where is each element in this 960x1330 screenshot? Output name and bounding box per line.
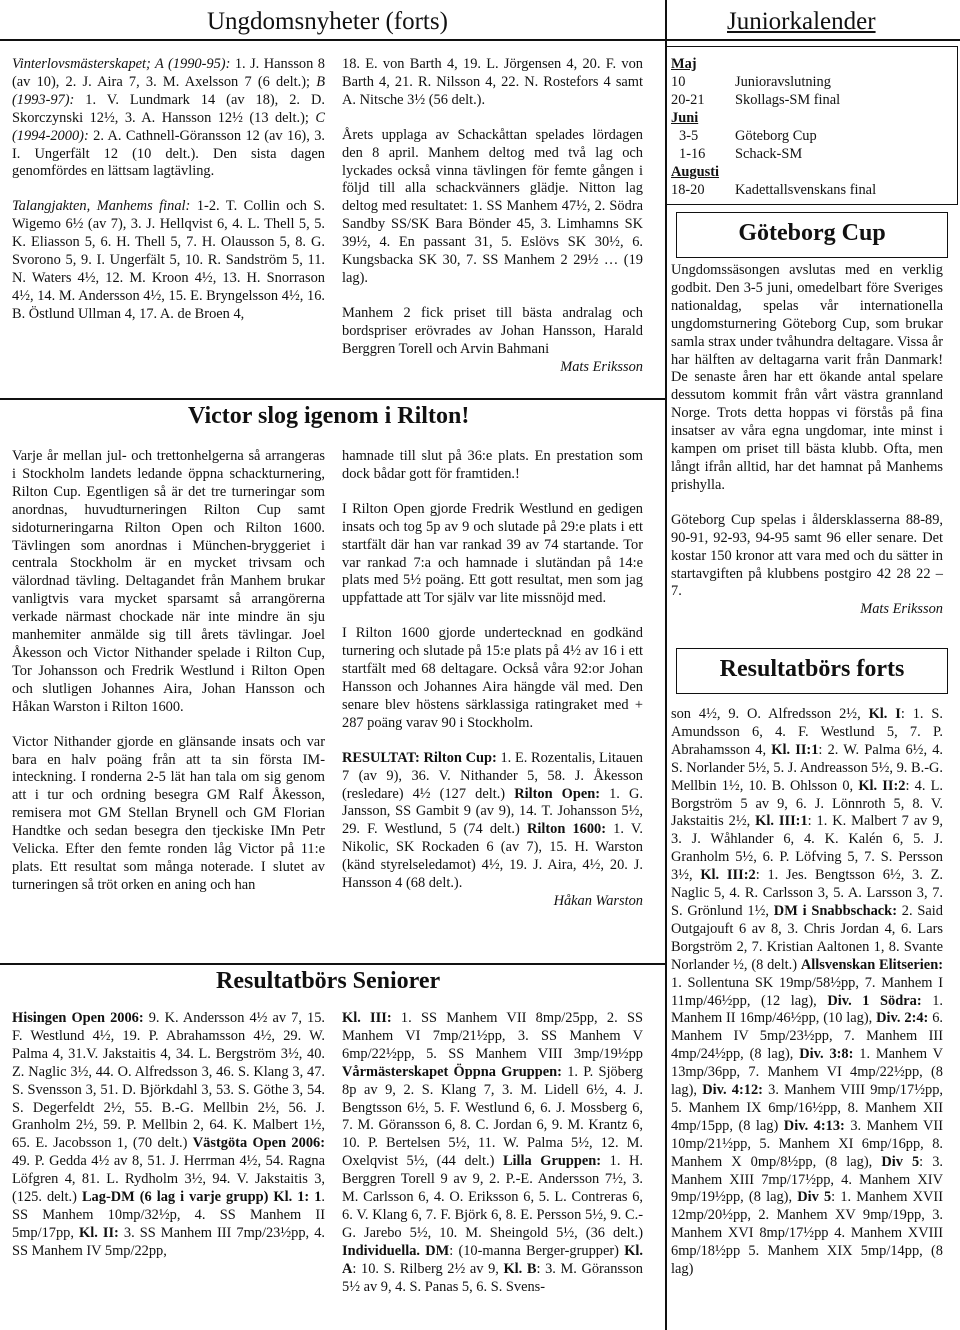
vinterlov-heading: Vinterlovsmästerskapet; A (1990-95):	[12, 56, 231, 72]
talangjakten-heading: Talangjakten, Manhems final:	[12, 198, 191, 215]
hisingen-heading: Hisingen Open 2006:	[12, 1010, 144, 1026]
victor-paragraph-3: hamnade till slut på 36:e plats. En prestation som dock bådar gott för framtiden.!	[342, 448, 643, 482]
victor-paragraph-4: I Rilton Open gjorde Fredrik Westlund en gedigen insats och tog 5p av 9 och slutade på 29:e plats i ett startfält där han var rankad 39 av 74 startande. Tor var rankad 7:a och hamnade i slutändan på 14:e plats med 5½ poäng. Ett gott resultat, men som jag uppfattade att Tor själv var lite missnöjd med.	[342, 500, 643, 607]
forts-text: son 4½, 9. O. Alfredsson 2½, Kl. I: 1. S. Amundsson 6, 4. F. Westlund 5, 7. P. Abrahamsson 4, Kl. II:1: 2. W. Palma 6½, 4. S. Norlander 5½, 5. J. Andreasson 5½, 9. B.-G. Mellbin 1½, 10. B. Ohlsson 0, Kl. II:2: 4. L. Borgström 5 av 9, 6. J. Lönnroth 5, 8. V. Jakstaitis 2½, Kl. III:1: 1. K. Malbert 7 av 9, 3. J. Wåhlander 6, 4. K. Kalén 6, 5. J. Granholm 5½, 6. P. Löfving 5, 7. S. Persson 3½, Kl. III:2: 1. Jes. Bengtsson 6½, 3. Z. Naglic 5, 4. R. Carlsson 3, 5. A. Larsson 3, 7. S. Grönlund 1½, DM i Snabbschack: 2. Said Outgajouft 6 av 8, 3. Chris Jordan 4, 6. Lars Borgström 2, 7. Kristian Aaltonen 1, 8. Svante Norlander ½, (8 delt.) Allsvenskan Elitserien: 1. Sollentuna SK 19mp/58½pp, 7. Manhem I 11mp/46½pp, (12 lag), Div. 1 Södra: 1. Manhem II 16mp/46½pp, (10 lag), Div. 2:4: 6. Manhem IV 5mp/23½pp, 7. Manhem III 4mp/24½pp, (8 lag), Div. 3:8: 1. Manhem V 13mp/36pp, 7. Manhem VI 4mp/22½pp, (8 lag), Div. 4:12: 3. Manhem VIII 9mp/17½pp, 5. Manhem IX 6mp/16½pp, 8. Manhem XII 4mp/15pp, (8 lag) Div. 4:13: 3. Manhem VII 10mp/21½pp, 5. Manhem XI 6mp/16pp, 8. Manhem X 0mp/8½pp, (8 lag), Div 5: 3. Manhem XIII 7mp/17½pp, 4. Manhem XIV 9mp/19½pp, (8 lag), Div 5: 1. Manhem XVII 12mp/20½pp, 2. Manhem XV 9mp/19pp, 3. Manhem XVI 8mp/17½pp 4. Manhem XVIII 6mp/18½pp 5. Manhem XIX 5mp/14pp, (8 lag)	[671, 706, 944, 1278]
vinterlov-b-text: 1. V. Lundmark 14 (av 18), 2. D. Skorczynski 12½, 3. A. Hansson 12½ (13 delt.);	[12, 91, 325, 126]
forts-title: Resultatbörs forts	[719, 656, 905, 682]
calendar-date: 20-21	[671, 92, 705, 108]
goteborg-title: Göteborg Cup	[738, 220, 886, 246]
calendar-row	[671, 127, 956, 145]
vinterlov-c-label: C (1994-2000):	[12, 109, 325, 144]
calendar-row	[671, 145, 956, 163]
talangjakten-text: 1-2. T. Collin och S. Wigemo 6½ (av 7), 3. J. Hellqvist 6, 4. L. Thell 5, 5. K. Eliasson 5, 6. H. Thell 5, 7. H. Olausson 5, 8. G. Svorono 5, 9. I. Ungerfält 5, 10. R. Sandström 5, 11. N. Waters 4½, 12. M. Kroon 4½, 13. H. Snorrason 4½, 14. M. Andersson 4½, 15. E. Bryngelsson 4½, 16. B. Östlund Ullman 4, 17. A. de Broen 4,	[12, 198, 325, 322]
vastgota-heading: Västgöta Open 2006:	[192, 1135, 325, 1152]
calendar-event: Göteborg Cup	[735, 128, 817, 144]
individuella-dm-heading: Individuella. DM	[342, 1242, 450, 1259]
lagdm-heading: Lag-DM (6 lag i varje grupp) Kl. 1:	[81, 1189, 310, 1206]
goteborg-article	[671, 262, 943, 619]
bordspriser-paragraph: Manhem 2 fick priset till bästa andralag och bordspriser erövrades av Johan Hansson, Harald Berggren Torell och Arvin Bahmani	[342, 304, 643, 357]
goteborg-paragraph-1: Ungdomssäsongen avslutas med en verklig godbit. Den 3-5 juni, omedelbart före Sveriges nationaldag, spelas vår internationella ungdomsturnering Göteborg Cup, som brukar samla strax under tvåhundra deltagare. Vissa år har hälften av deltagarna varit från Danmark! De senaste åren har ett ökande antal spelare dessutom kommit från vårt västra grannland Norge. Trots detta hoppas vi förstås på fina insatser av våra egna ungdomar, inte minst i kampen om priset till bästa klubb. Ofta, men långt ifrån alltid, har det hamnat på Manhems prishylla.	[671, 262, 943, 493]
victor-mid	[342, 448, 643, 911]
vinterlov-c-text: 2. A. Cathnell-Göransson 12 (av 16), 3. I. Ungerfält 12 (10 delt.). Den sista dagen genomfördes en lättsam lagtävling.	[12, 127, 325, 180]
schackattan-paragraph: Årets upplaga av Schackåttan spelades lördagen den 8 april. Manhem deltog med två lag och lyckades också vinna tävlingen för femte gången i följd till alla schackvänners glädje. Nitton lag deltog med resultatet: 1. SS Manhem 47½, 2. Södra Sandby SS/SK Bara Bönder 45, 3. Limhamns SK 39½, 4. En passant 31, 5. Eslövs SK 30½, 6. Kungsbacka SK 30, 7. SS Manhem 2 29½ … (19 lag).	[342, 126, 643, 286]
victor-paragraph-2: Victor Nithander gjorde en glänsande insats och var bara en halv poäng från att ta sin första IM-inteckning. I ronderna 2-5 lät han tala om sig genom att i tur och ordning besegra GM Ralf Åkesson, remisera mot GM Stellan Brynell och GM Florian Handtke och sedan besegra den tjeckiske IMn Petr Velicka. Efter den femte ronden låg Victor på 11:e plats. Ett resultat som många noterade. I slutet av turneringen så tröt orken en aning och han	[12, 733, 325, 893]
calendar-event: Junioravslutning	[735, 74, 831, 90]
calendar-date: 10	[671, 74, 686, 90]
victor-title: Victor slog igenom i Rilton!	[188, 403, 470, 429]
talangjakten-continued: 18. E. von Barth 4, 19. L. Jörgensen 4, 20. F. von Barth 4, 21. R. Nilsson 4, 22. N. Rostefors 4 samt A. Nitsche 3½ (56 delt.).	[342, 56, 643, 108]
intro-left	[12, 56, 325, 324]
goteborg-paragraph-2: Göteborg Cup spelas i åldersklasserna 88-89, 90-91, 92-93, 94-95 samt 96 eller senare. Det kostar 150 kronor att vara med och du sätter in startavgiften på klubbens postgiro 42 28 22 – 7.	[671, 511, 943, 600]
calendar-date: 18-20	[671, 182, 705, 198]
seniorer-title: Resultatbörs Seniorer	[216, 968, 441, 994]
intro-mid	[342, 56, 643, 377]
month-maj: Maj	[671, 56, 697, 72]
signature-mats-1: Mats Eriksson	[560, 358, 643, 375]
vinterlov-a-text: 1. J. Hansson 8 (av 10), 2. J. Aira 7, 3. M. Axelsson 7 (6 delt.);	[12, 56, 325, 90]
calendar-event: Schack-SM	[735, 146, 803, 162]
victor-left	[12, 448, 325, 895]
calendar-row	[671, 73, 956, 91]
top-rule	[0, 39, 960, 41]
varmasterskapet-heading: Vårmästerskapet Öppna Gruppen:	[342, 1063, 562, 1080]
victor-paragraph-1: Varje år mellan jul- och trettonhelgerna så arrangeras i Stockholm landets ledande öppna schackturnering, Rilton Cup. Egentligen så är det tre turneringar som anordnas, huvudturneringen Rilton Cup samt sidoturneringarna Rilton Open och Rilton 1600. Tävlingen som anordnas i München-bryggeriet i centrala Stockholm är en mycket trivsam och välordnad tävling. Deltagandet från Manhem brukar vanligtvis vara mycket sparsamt så arrangörerna verkade närmast chockade när inte mindre än sju manhemiter anmälde sig till årets tävlingar. Joel Åkesson och Victor Nithander spelade i Rilton Cup, Tor Johansson och Fredrik Westlund i Rilton Open och slutligen Johannes Aira, Johan Hansson och Håkan Warston i Rilton 1600.	[12, 448, 325, 715]
calendar-event: Kadettallsvenskans final	[735, 182, 877, 198]
month-juni: Juni	[671, 110, 699, 126]
seniorer-mid: Kl. III: 1. SS Manhem VII 8mp/25pp, 2. SS Manhem VI 7mp/21½pp, 3. SS Manhem V 6mp/22½pp, 5. SS Manhem VIII 3mp/19½pp Vårmästerskapet Öppna Gruppen: 1. P. Sjöberg 8p av 9, 2. S. Klang 7, 3. M. Lidell 6½, 4. J. Bengtsson 6½, 5. F. Westlund 6, 6. J. Mossberg 6, 7. M. Göransson 6, 8. C. Jordan 6, 9. M. Krantz 6, 10. P. Bertelsen 5½, 11. W. Palma 5½, 12. M. Oxelqvist 5½, (44 delt.) Lilla Gruppen: 1. H. Berggren Torell 9 av 9, 2. P.-E. Andersson 7½, 3. M. Carlsson 6, 4. O. Eriksson 6, 5. L. Contreras 6, 6. V. Klang 6, 7. F. Björk 6, 8. E. Persson 5½, 9. C.-G. Jarebo 5½, 10. M. Sheingold 5½, (36 delt.) Individuella. DM: (10-manna Berger-grupper) Kl. A: 10. S. Rilberg 2½ av 9, Kl. B: 3. M. Göransson 5½ av 9, 4. S. Panas 5, 6. S. Svens-	[342, 1010, 644, 1295]
victor-paragraph-5: I Rilton 1600 gjorde undertecknad en godkänd turnering och slutade på 15:e plats på 4½ av 16 i ett startfält med 68 deltagare. Också våra 92:or Johan Hansson och Johannes Aira hängde väl med. Den senare blev höstens särklassiga ratingraket med + 287 poäng varav 90 i Stockholm.	[342, 625, 643, 731]
seniorer-left: Hisingen Open 2006: 9. K. Andersson 4½ av 7, 15. F. Westlund 4½, 19. P. Abrahamsson 4½, 29. W. Palma 4, 31.V. Jakstaitis 4, 34. L. Bergström 3½, 40. Z. Naglic 3½, 44. O. Alfredsson 3, 46. S. Klang 3, 47. S. Svensson 3, 51. D. Björkdahl 3, 53. S. Göthe 3, 54. S. Degerfeldt 2½, 55. B.-G. Mellbin 2½, 56. J. Granholm 2½, 59. P. Mellbin 2, 64. K. Malbert 1½, 65. E. Jacobsson 1, (70 delt.) Västgöta Open 2006: 49. P. Gedda 4½ av 8, 51. J. Herrman 4½, 54. Ragna Löfgren 4, 81. L. Rydholm 3½, 94. V. Jakstaitis 3, (125. delt.) Lag-DM (6 lag i varje grupp) Kl. 1: 1. SS Manhem 10mp/32½p, 4. SS Manhem II 5mp/17pp, Kl. II: 3. SS Manhem III 7mp/23½pp, 4. SS Manhem IV 5mp/22pp,	[12, 1010, 325, 1259]
juniorkalender-title: Juniorkalender	[727, 8, 876, 35]
vinterlov-b-label: B (1993-97):	[12, 73, 325, 108]
lilla-gruppen-heading: Lilla Gruppen:	[502, 1153, 602, 1170]
seniorer-rule	[0, 963, 665, 965]
rilton-results: RESULTAT: Rilton Cup: 1. E. Rozentalis, Litauen 7 (av 9), 36. V. Nithander 5, 58. J. Åkesson (resledare) 4½ (127 delt.) Rilton Open: 1. G. Jansson, SS Gambit 9 (av 9), 14. T. Johansson 5½, 29. F. Westlund, 5 (74 delt.) Rilton 1600: 1. V. Nikolic, SK Rockaden 6 (av 7), 15. H. Warston (känd styrelseledamot) 4½, 19. J. Aira, 4½, 20. J. Hansson 4 (68 delt.).	[342, 749, 643, 892]
calendar-date: 1-16	[679, 146, 706, 162]
page-title: Ungdomsnyheter (forts)	[207, 8, 448, 35]
month-augusti: Augusti	[671, 164, 719, 180]
calendar-date: 3-5	[679, 128, 699, 144]
juniorkalender-list	[671, 55, 956, 199]
calendar-row	[671, 91, 956, 109]
signature-hakan: Håkan Warston	[553, 892, 643, 909]
calendar-event: Skollags-SM final	[735, 92, 841, 108]
victor-rule	[0, 398, 665, 400]
calendar-row	[671, 181, 956, 199]
signature-mats-2: Mats Eriksson	[860, 601, 943, 618]
